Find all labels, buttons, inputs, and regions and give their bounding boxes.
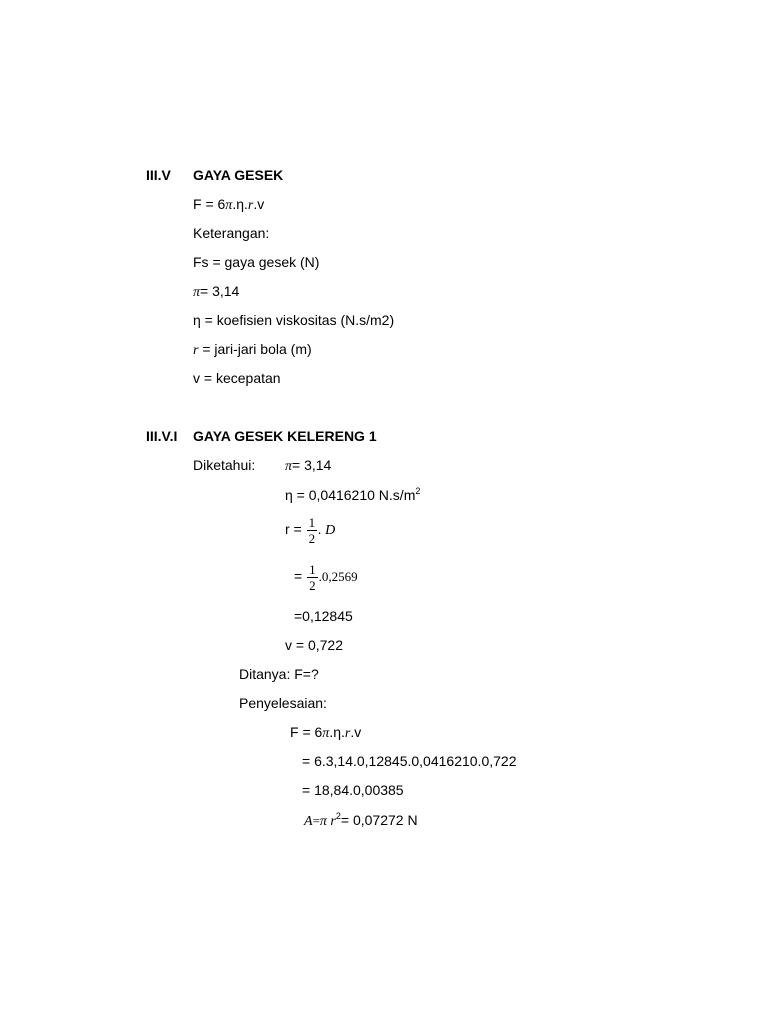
r-symbol: r [326, 814, 336, 829]
formula-prefix: F = 6 [290, 724, 323, 740]
solution-step-2: = 18,84.0,00385 [302, 782, 404, 798]
r-symbol: r [344, 726, 351, 741]
formula-mid: .η. [232, 196, 248, 212]
given-eta [285, 486, 420, 506]
pi-symbol: π [319, 814, 327, 829]
given-r-result: =0,12845 [294, 608, 353, 624]
area-symbol: A [304, 814, 313, 829]
pi-value: = 3,14 [292, 457, 332, 473]
given-v: v = 0,722 [285, 637, 343, 653]
solution-formula [290, 723, 361, 743]
pi-symbol: π [225, 198, 233, 213]
r-symbol: r [193, 343, 199, 358]
eta-exponent: 2 [415, 486, 421, 496]
diameter-term: . D [318, 523, 336, 539]
legend-r [193, 340, 312, 360]
diketahui-label: Diketahui: [193, 457, 256, 473]
legend-pi [193, 282, 239, 302]
subsection-title: GAYA GESEK KELERENG 1 [193, 428, 377, 444]
pi-symbol: π [193, 285, 201, 300]
fraction-numerator: 1 [308, 515, 316, 530]
legend-eta: η = koefisien viskositas (N.s/m2) [193, 312, 395, 328]
equals-sign: = [312, 813, 320, 828]
fraction-denominator: 2 [308, 531, 316, 546]
eta-value: η = 0,0416210 N.s/m [285, 487, 416, 503]
solution-step-1: = 6.3,14.0,12845.0,0416210.0,722 [302, 753, 517, 769]
subsection-number: III.V.I [146, 428, 178, 444]
formula-suffix: .v [253, 196, 265, 212]
section-number: III.V [146, 167, 171, 183]
half-fraction [307, 562, 318, 593]
diameter-value: .0,2569 [318, 569, 358, 585]
fraction-numerator: 1 [309, 562, 316, 577]
pi-symbol: π [285, 459, 293, 474]
legend-fs: Fs = gaya gesek (N) [193, 254, 320, 270]
formula-suffix: .v [350, 724, 362, 740]
r-exponent: 2 [335, 811, 341, 821]
formula-line [193, 195, 264, 215]
fraction-denominator: 2 [309, 578, 316, 593]
ditanya-label: Ditanya: F=? [239, 666, 319, 682]
r-label: r = [285, 521, 306, 538]
penyelesaian-label: Penyelesaian: [239, 695, 327, 711]
formula-mid: .η. [329, 724, 345, 740]
pi-value: = 3,14 [200, 283, 240, 299]
equals-sign: = [294, 568, 307, 585]
formula-prefix: F = 6 [193, 196, 226, 212]
legend-v: v = kecepatan [193, 370, 281, 386]
r-symbol: r [247, 198, 254, 213]
given-pi [285, 456, 331, 476]
section-title: GAYA GESEK [193, 167, 284, 183]
half-fraction [307, 515, 318, 546]
final-result: = 0,07272 N [340, 812, 418, 828]
keterangan-label: Keterangan: [193, 225, 270, 241]
given-r-formula [285, 515, 335, 546]
given-r-substitution [294, 562, 358, 593]
pi-symbol: π [322, 726, 330, 741]
solution-result [304, 811, 418, 831]
r-description: = jari-jari bola (m) [198, 341, 312, 357]
